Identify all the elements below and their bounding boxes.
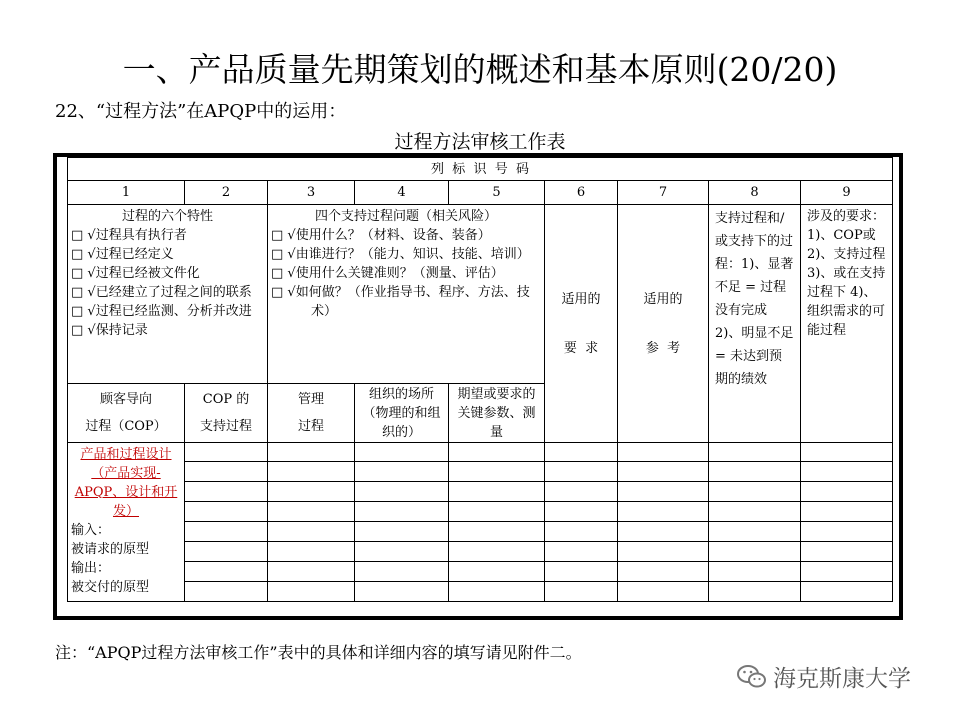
cop-header-line: 顾客导向 — [99, 392, 152, 407]
watermark-text: 海克斯康大学 — [773, 666, 911, 692]
data-row — [68, 482, 893, 502]
wechat-icon — [737, 664, 767, 690]
applicable-references-cell — [618, 205, 709, 443]
question-item: □ √如何做？（作业指导书、程序、方法、技术） — [271, 285, 530, 319]
cop-support-line: 支持过程 — [199, 419, 252, 434]
cop-support-header — [185, 384, 268, 443]
table-caption: 过程方法审核工作表 — [394, 131, 566, 153]
trait-item: □ √过程已经定义 — [71, 247, 174, 262]
data-row — [68, 502, 893, 522]
header-row — [68, 158, 893, 181]
col-number: 7 — [618, 181, 709, 205]
support-process-cell: 支持过程和/或支持下的过程：1)、显著不足 = 过程没有完成 2)、明显不足 = 未达到预期的绩效 — [709, 205, 801, 443]
col7-line: 适用的 — [643, 291, 683, 307]
col-number: 1 — [68, 181, 185, 205]
four-questions-cell — [268, 205, 545, 384]
col-number: 3 — [268, 181, 355, 205]
applicable-requirements-cell — [545, 205, 618, 443]
cop-header-line: 过程（COP） — [85, 419, 167, 434]
four-questions-title: 四个支持过程问题（相关风险） — [314, 209, 497, 224]
trait-item: □ √过程具有执行者 — [71, 228, 187, 243]
data-row — [68, 542, 893, 562]
trait-item: □ √保持记录 — [71, 323, 148, 338]
col-number: 6 — [545, 181, 618, 205]
management-line: 过程 — [297, 419, 324, 434]
column-id-header: 列 标 识 号 码 — [68, 158, 893, 181]
data-row — [68, 522, 893, 542]
question-item: □ √使用什么关键准则？（测量、评估） — [271, 266, 504, 281]
col7-line: 参 考 — [645, 340, 681, 356]
management-line: 管理 — [297, 392, 324, 407]
involved-requirements-cell: 涉及的要求：1)、COP或 2)、支持过程 3)、或在支持过程下 4)、组织需求的可能过程 — [801, 205, 893, 443]
data-row — [68, 562, 893, 582]
col-number: 8 — [709, 181, 801, 205]
section-subtitle: 22、“过程方法”在APQP中的运用： — [55, 101, 347, 122]
question-item: □ √使用什么？（材料、设备、装备） — [271, 228, 491, 243]
data-row — [68, 443, 893, 462]
col-number: 9 — [801, 181, 893, 205]
col-number: 2 — [185, 181, 268, 205]
process-design-title: 产品和过程设计（产品实现-APQP、设计和开发） — [74, 447, 178, 519]
six-traits-cell — [68, 205, 268, 384]
watermark — [737, 660, 911, 693]
data-row — [68, 582, 893, 602]
io-line: 被交付的原型 — [71, 580, 150, 595]
col-number: 4 — [355, 181, 449, 205]
trait-item: □ √过程已经监测、分析并改进 — [71, 304, 252, 319]
number-row — [68, 181, 893, 205]
page-title: 一、产品质量先期策划的概述和基本原则(20/20) — [122, 50, 838, 89]
io-line: 输入： — [71, 523, 111, 538]
data-row — [68, 462, 893, 482]
cop-support-line: COP 的 — [202, 392, 250, 407]
col-number: 5 — [449, 181, 545, 205]
six-traits-title: 过程的六个特性 — [121, 209, 213, 224]
footnote: 注：“APQP过程方法审核工作”表中的具体和详细内容的填写请见附件二。 — [55, 643, 582, 662]
col6-line: 适用的 — [561, 291, 601, 307]
io-line: 输出： — [71, 561, 111, 576]
cop-header — [68, 384, 185, 443]
key-params-header: 期望或要求的关键参数、测量 — [449, 384, 545, 443]
trait-item: □ √已经建立了过程之间的联系 — [71, 285, 252, 300]
io-line: 被请求的原型 — [71, 542, 150, 557]
col6-line: 要 求 — [563, 340, 599, 356]
trait-item: □ √过程已经被文件化 — [71, 266, 200, 281]
audit-worksheet-table — [67, 157, 893, 602]
site-header: 组织的场所（物理的和组织的） — [355, 384, 449, 443]
process-design-cell — [68, 443, 185, 602]
traits-row — [68, 205, 893, 384]
question-item: □ √由谁进行？（能力、知识、技能、培训） — [271, 247, 530, 262]
management-header — [268, 384, 355, 443]
